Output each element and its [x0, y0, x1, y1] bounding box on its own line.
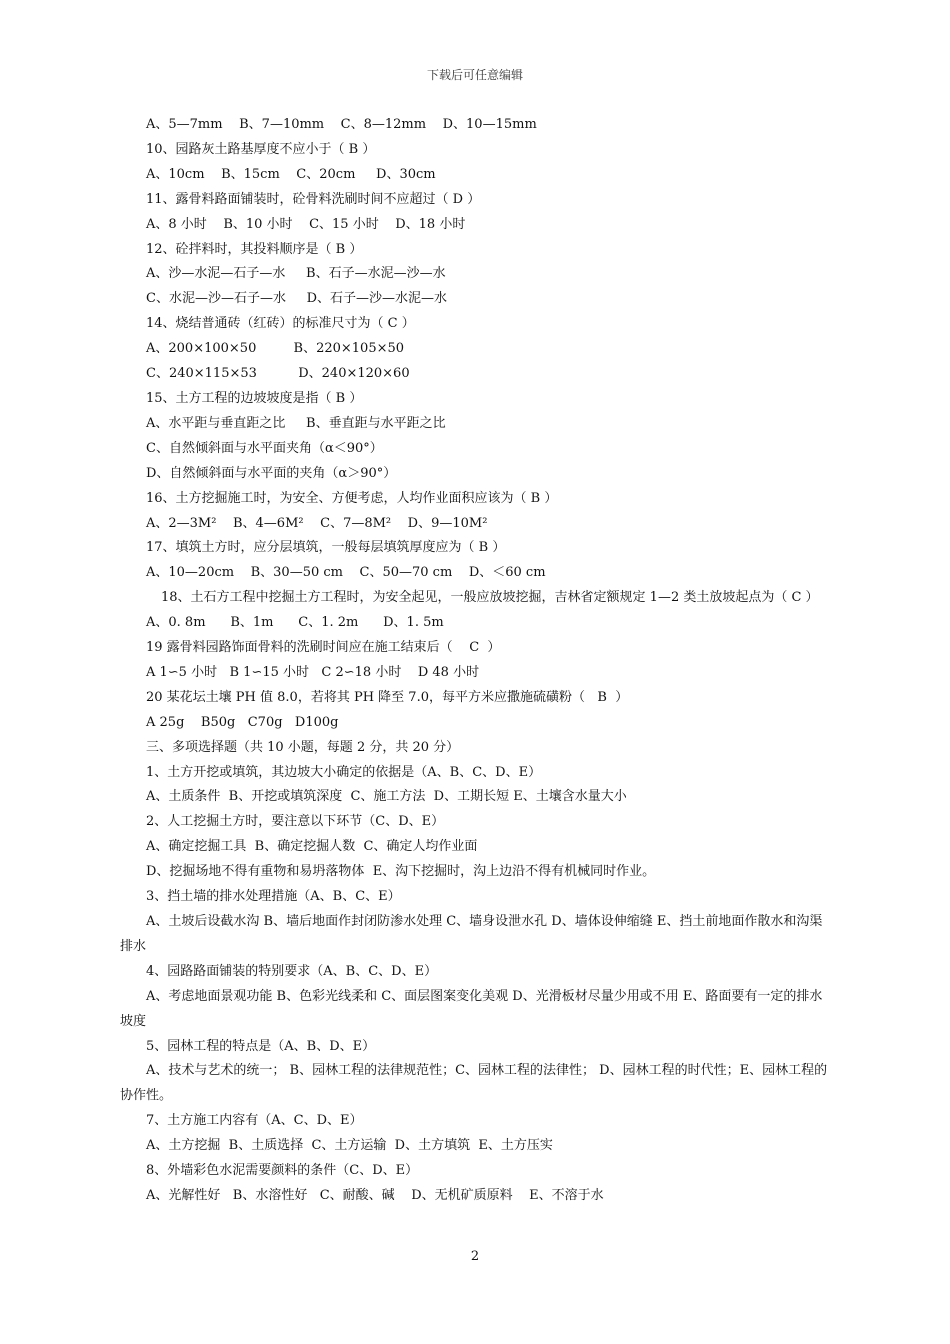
text-line: C、自然倾斜面与水平面夹角（α＜90°） [146, 440, 383, 456]
text-line: C、240×115×53 D、240×120×60 [146, 366, 410, 382]
question-line: 2、人工挖掘土方时，要注意以下环节（C、D、E） [146, 814, 445, 830]
question-line: 1、土方开挖或填筑，其边坡大小确定的依据是（A、B、C、D、E） [146, 764, 542, 780]
section-heading: 三、多项选择题（共 10 小题，每题 2 分，共 20 分） [146, 739, 460, 755]
text-line: A、2—3M² B、4—6M² C、7—8M² D、9—10M² [146, 515, 488, 531]
text-line: D、自然倾斜面与水平面的夹角（α＞90°） [146, 465, 397, 481]
question-line: 15、土方工程的边坡坡度是指（ B ） [146, 390, 363, 406]
text-line: A、技术与艺术的统一； B、园林工程的法律规范性；C、园林工程的法律性； D、园林工程的时代性；E、园林工程的协作性。 [120, 1063, 828, 1104]
text-line: A、5—7mm B、7—10mm C、8—12mm D、10—15mm [146, 117, 537, 132]
document-body [120, 113, 835, 1209]
question-line: 3、挡土墙的排水处理措施（A、B、C、E） [146, 889, 401, 905]
question-line: 16、土方挖掘施工时，为安全、方便考虑，人均作业面积应该为（ B ） [146, 490, 558, 506]
question-line: 14、烧结普通砖（红砖）的标准尺寸为（ C ） [146, 316, 415, 332]
question-line: 18、土石方工程中挖掘土方工程时，为安全起见，一般应放坡挖掘，吉林省定额规定 1—2 类土放坡起点为（ C ） [161, 590, 819, 606]
question-line: 5、园林工程的特点是（A、B、D、E） [146, 1038, 376, 1054]
text-line: A、8 小时 B、10 小时 C、15 小时 D、18 小时 [146, 216, 466, 232]
text-line: A、土质条件 B、开挖或填筑深度 C、施工方法 D、工期长短 E、土壤含水量大小 [146, 789, 627, 805]
page-number: 2 [470, 1249, 480, 1264]
question-line: 19 露骨料园路饰面骨料的洗刷时间应在施工结束后（ C ） [146, 640, 501, 656]
page-header: 下载后可任意编辑 [426, 68, 523, 82]
text-line: A、土坡后设截水沟 B、墙后地面作封闭防渗水处理 C、墙身设泄水孔 D、墙体设伸缩缝 E、挡土前地面作散水和沟渠排水 [120, 914, 823, 954]
text-line: C、水泥—沙—石子—水 D、石子—沙—水泥—水 [146, 291, 448, 307]
question-line: 4、园路路面铺装的特别要求（A、B、C、D、E） [146, 963, 438, 979]
text-line: A、水平距与垂直距之比 B、垂直距与水平距之比 [146, 415, 446, 431]
question-line: 20 某花坛土壤 PH 值 8.0，若将其 PH 降至 7.0，每平方米应撒施硫磺粉（ B ） [146, 689, 629, 705]
text-line: D、挖掘场地不得有重物和易坍落物体 E、沟下挖掘时，沟上边沿不得有机械同时作业。 [146, 864, 656, 880]
text-line: A 1∽5 小时 B 1∽15 小时 C 2∽18 小时 D 48 小时 [146, 664, 480, 680]
question-line: 10、园路灰土路基厚度不应小于（ B ） [146, 141, 376, 157]
text-line: A、10—20cm B、30—50 cm C、50—70 cm D、＜60 cm [146, 565, 546, 581]
question-line: 12、砼拌料时，其投料顺序是（ B ） [146, 241, 363, 257]
text-line: A、沙—水泥—石子—水 B、石子—水泥—沙—水 [146, 266, 446, 282]
text-line: A、光解性好 B、水溶性好 C、耐酸、碱 D、无机矿质原料 E、不溶于水 [146, 1187, 604, 1203]
text-line: A、土方挖掘 B、土质选择 C、土方运输 D、土方填筑 E、土方压实 [146, 1138, 553, 1154]
text-line: A、0. 8m B、1m C、1. 2m D、1. 5m [146, 615, 444, 631]
text-line: A、考虑地面景观功能 B、色彩光线柔和 C、面层图案变化美观 D、光滑板材尽量少用或不用 E、路面要有一定的排水坡度 [120, 988, 823, 1029]
text-line: A、确定挖掘工具 B、确定挖掘人数 C、确定人均作业面 [146, 839, 478, 855]
text-line: A 25g B50g C70g D100g [146, 714, 339, 730]
question-line: 17、填筑土方时，应分层填筑，一般每层填筑厚度应为（ B ） [146, 540, 506, 556]
question-line: 11、露骨料路面铺装时，砼骨料洗刷时间不应超过（ D ） [146, 191, 481, 207]
question-line: 8、外墙彩色水泥需要颜料的条件（C、D、E） [146, 1163, 419, 1179]
question-line: 7、土方施工内容有（A、C、D、E） [146, 1113, 363, 1129]
text-line: A、200×100×50 B、220×105×50 [146, 341, 405, 357]
text-line: A、10cm B、15cm C、20cm D、30cm [146, 166, 436, 182]
